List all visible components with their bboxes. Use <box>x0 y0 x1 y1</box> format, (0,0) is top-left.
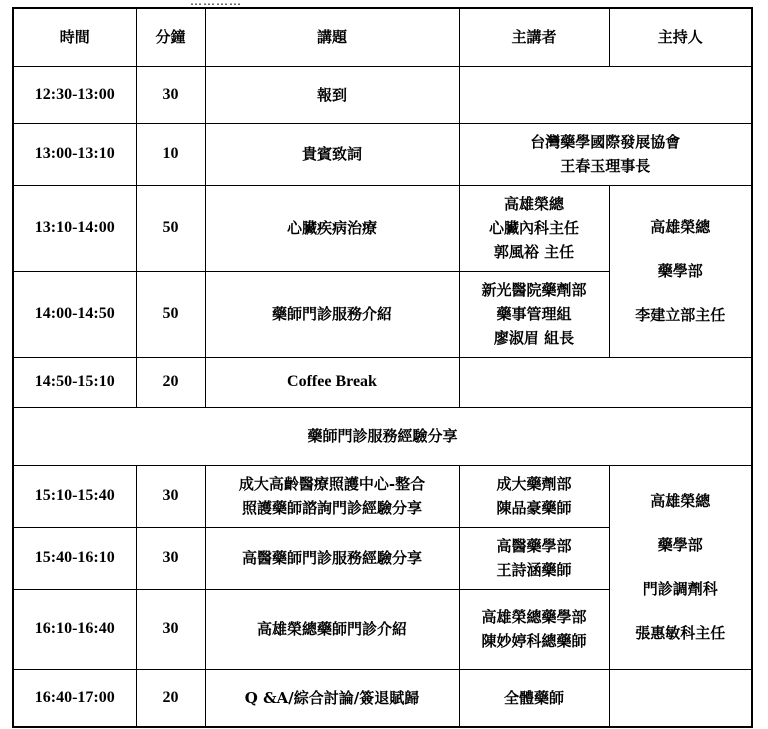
header-minutes: 分鐘 <box>136 8 205 66</box>
topic-cell: 心臟疾病治療 <box>205 185 459 271</box>
minutes-cell: 30 <box>136 465 205 527</box>
section-title: 藥師門診服務經驗分享 <box>13 407 752 465</box>
time-cell: 15:10-15:40 <box>13 465 136 527</box>
speaker-cell <box>459 66 752 123</box>
time-cell: 15:40-16:10 <box>13 527 136 589</box>
speaker-cell <box>459 589 609 669</box>
table-row <box>13 66 752 123</box>
topic-cell: 高醫藥師門診服務經驗分享 <box>205 527 459 589</box>
agenda-table <box>12 7 753 728</box>
topic-line: 照護藥師諮詢門診經驗分享 <box>241 499 422 517</box>
table-row <box>13 357 752 407</box>
minutes-cell: 20 <box>136 669 205 727</box>
speaker-line: 王春玉理事長 <box>560 157 651 175</box>
minutes-cell: 10 <box>136 123 205 185</box>
topic-cell: 貴賓致詞 <box>205 123 459 185</box>
host-cell <box>609 185 752 357</box>
host-line: 門診調劑科 <box>642 580 718 598</box>
speaker-line: 高醫藥學部 <box>496 537 572 555</box>
topic-cell: 高雄榮總藥師門診介紹 <box>205 589 459 669</box>
minutes-cell: 30 <box>136 589 205 669</box>
host-line: 藥學部 <box>657 536 703 554</box>
speaker-line: 高雄榮總 <box>503 195 564 213</box>
time-cell: 16:40-17:00 <box>13 669 136 727</box>
header-topic: 講題 <box>205 8 459 66</box>
host-cell <box>609 669 752 727</box>
header-time: 時間 <box>13 8 136 66</box>
speaker-cell <box>459 527 609 589</box>
speaker-line: 心臟內科主任 <box>488 219 579 237</box>
table-row <box>13 185 752 271</box>
table-row <box>13 123 752 185</box>
minutes-cell: 50 <box>136 185 205 271</box>
time-cell: 16:10-16:40 <box>13 589 136 669</box>
topic-cell <box>205 465 459 527</box>
time-cell: 12:30-13:00 <box>13 66 136 123</box>
speaker-cell <box>459 271 609 357</box>
speaker-line: 高雄榮總藥學部 <box>481 608 587 626</box>
speaker-line: 郭風裕 主任 <box>493 243 575 261</box>
host-line: 高雄榮總 <box>650 492 711 510</box>
topic-line: 成大高齡醫療照護中心-整合 <box>238 475 426 493</box>
minutes-cell: 20 <box>136 357 205 407</box>
header-speaker: 主講者 <box>459 8 609 66</box>
speaker-line: 廖淑眉 組長 <box>493 329 575 347</box>
host-cell <box>609 465 752 669</box>
minutes-cell: 30 <box>136 66 205 123</box>
speaker-line: 陳品豪藥師 <box>496 499 572 517</box>
header-row <box>13 8 752 66</box>
time-cell: 14:00-14:50 <box>13 271 136 357</box>
speaker-line: 新光醫院藥劑部 <box>481 281 587 299</box>
table-row <box>13 465 752 527</box>
top-decoration: ………… <box>190 0 242 8</box>
host-line: 高雄榮總 <box>650 218 711 236</box>
header-host: 主持人 <box>609 8 752 66</box>
speaker-cell <box>459 185 609 271</box>
table-row <box>13 669 752 727</box>
speaker-cell <box>459 465 609 527</box>
speaker-line: 藥事管理組 <box>496 305 572 323</box>
minutes-cell: 50 <box>136 271 205 357</box>
topic-cell: Q &A/綜合討論/簽退賦歸 <box>205 669 459 727</box>
speaker-cell <box>459 123 752 185</box>
topic-cell: Coffee Break <box>205 357 459 407</box>
host-line: 張惠敏科主任 <box>635 624 726 642</box>
speaker-cell <box>459 357 752 407</box>
speaker-line: 台灣藥學國際發展協會 <box>530 133 681 151</box>
speaker-line: 陳妙婷科總藥師 <box>481 632 587 650</box>
topic-cell: 藥師門診服務介紹 <box>205 271 459 357</box>
host-line: 李建立部主任 <box>635 306 726 324</box>
time-cell: 13:10-14:00 <box>13 185 136 271</box>
speaker-line: 成大藥劑部 <box>496 475 572 493</box>
host-line: 藥學部 <box>657 262 703 280</box>
time-cell: 13:00-13:10 <box>13 123 136 185</box>
time-cell: 14:50-15:10 <box>13 357 136 407</box>
section-row <box>13 407 752 465</box>
speaker-line: 王詩涵藥師 <box>496 561 572 579</box>
speaker-cell: 全體藥師 <box>459 669 609 727</box>
minutes-cell: 30 <box>136 527 205 589</box>
topic-cell: 報到 <box>205 66 459 123</box>
